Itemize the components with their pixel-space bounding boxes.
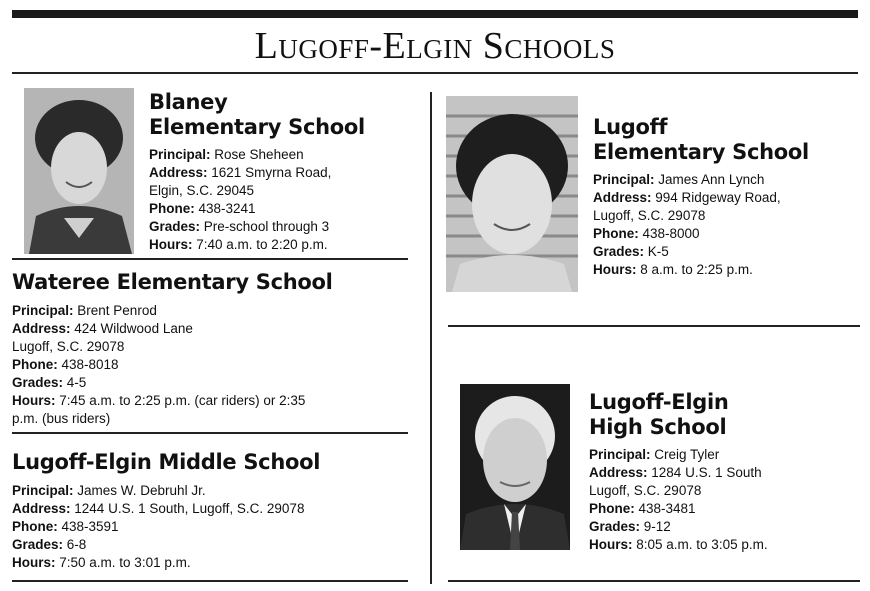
hours-line-2: p.m. (bus riders) — [12, 411, 111, 426]
section-divider — [448, 325, 860, 327]
school-wateree-elementary — [12, 270, 412, 428]
school-name: Wateree Elementary School — [12, 270, 333, 294]
principal-photo-james-ann-lynch — [446, 96, 578, 292]
phone-line: Phone: 438-3241 — [149, 201, 256, 216]
title-underline — [12, 72, 858, 74]
phone-line: Phone: 438-8018 — [12, 357, 119, 372]
grades-line: Grades: 9-12 — [589, 519, 671, 534]
address-line-2: Elgin, S.C. 29045 — [149, 183, 255, 198]
address-line-2: Lugoff, S.C. 29078 — [593, 208, 706, 223]
hours-line: Hours: 8:05 a.m. to 3:05 p.m. — [589, 537, 768, 552]
school-name: Lugoff Elementary School — [593, 115, 809, 164]
principal-line: Principal: James Ann Lynch — [593, 172, 765, 187]
section-divider — [12, 432, 408, 434]
school-lugoff-elementary — [593, 115, 858, 279]
grades-line: Grades: 4-5 — [12, 375, 87, 390]
hours-line: Hours: 7:50 a.m. to 3:01 p.m. — [12, 555, 191, 570]
address-line: Address: 1621 Smyrna Road, — [149, 165, 332, 180]
address-line-2: Lugoff, S.C. 29078 — [12, 339, 125, 354]
principal-line: Principal: Rose Sheheen — [149, 147, 304, 162]
school-name: Lugoff-Elgin Middle School — [12, 450, 321, 474]
school-details — [589, 446, 859, 554]
principal-line: Principal: Brent Penrod — [12, 303, 157, 318]
column-divider — [430, 92, 432, 584]
grades-line: Grades: K-5 — [593, 244, 669, 259]
section-divider — [448, 580, 860, 582]
phone-line: Phone: 438-3591 — [12, 519, 119, 534]
school-lugoff-elgin-high — [589, 390, 859, 554]
section-divider — [12, 580, 408, 582]
school-name: Lugoff-Elgin High School — [589, 390, 729, 439]
phone-line: Phone: 438-8000 — [593, 226, 700, 241]
phone-line: Phone: 438-3481 — [589, 501, 696, 516]
school-lugoff-elgin-middle — [12, 450, 417, 572]
principal-line: Principal: Creig Tyler — [589, 447, 720, 462]
school-details — [593, 171, 858, 279]
school-details — [12, 302, 412, 428]
page-title: Lugoff-Elgin Schools — [254, 25, 616, 67]
principal-photo-creig-tyler — [460, 384, 570, 550]
address-line: Address: 1284 U.S. 1 South — [589, 465, 762, 480]
hours-line: Hours: 8 a.m. to 2:25 p.m. — [593, 262, 753, 277]
grades-line: Grades: 6-8 — [12, 537, 87, 552]
address-line: Address: 994 Ridgeway Road, — [593, 190, 781, 205]
hours-line: Hours: 7:45 a.m. to 2:25 p.m. (car riders) or 2:35 — [12, 393, 306, 408]
address-line: Address: 1244 U.S. 1 South, Lugoff, S.C. 29078 — [12, 501, 305, 516]
top-border-bar — [12, 10, 858, 18]
address-line-2: Lugoff, S.C. 29078 — [589, 483, 702, 498]
school-name: Blaney Elementary School — [149, 90, 365, 139]
school-details — [12, 482, 417, 572]
principal-line: Principal: James W. Debruhl Jr. — [12, 483, 206, 498]
school-details — [149, 146, 424, 254]
section-divider — [12, 258, 408, 260]
hours-line: Hours: 7:40 a.m. to 2:20 p.m. — [149, 237, 328, 252]
grades-line: Grades: Pre-school through 3 — [149, 219, 330, 234]
school-blaney-elementary — [149, 90, 424, 254]
address-line: Address: 424 Wildwood Lane — [12, 321, 193, 336]
principal-photo-rose-sheheen — [24, 88, 134, 254]
